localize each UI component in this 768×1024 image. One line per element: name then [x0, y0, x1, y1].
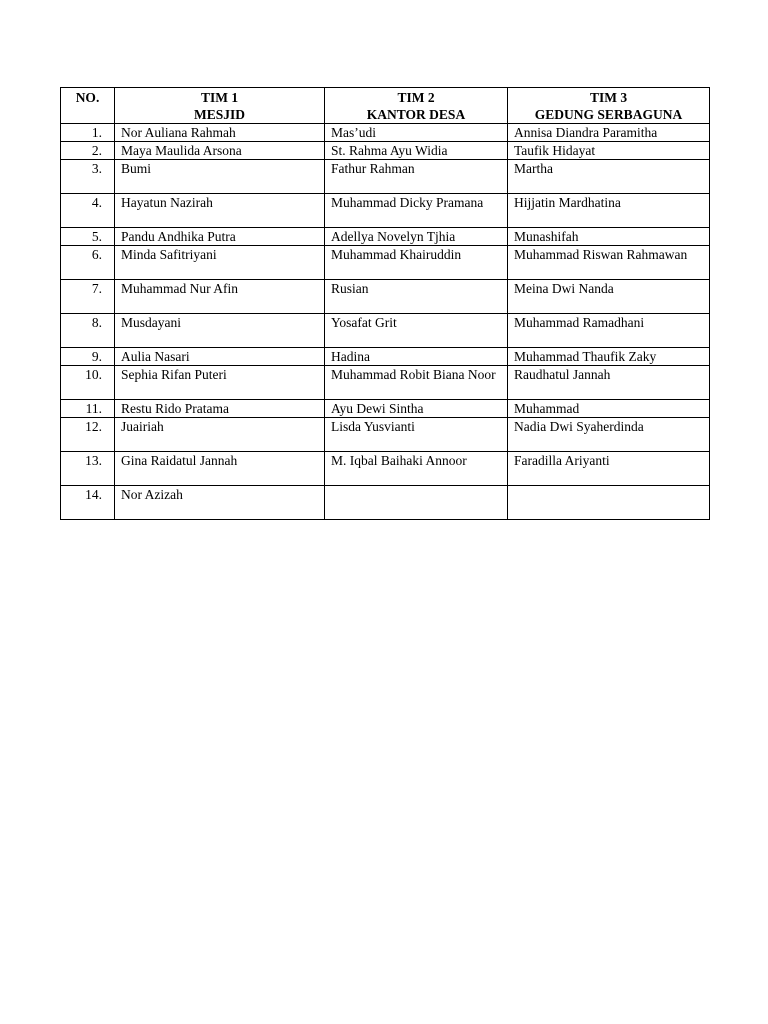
team-1-member: Muhammad Nur Afin [115, 280, 325, 314]
table-row [61, 452, 710, 486]
table-row [61, 418, 710, 452]
team-2-member: Fathur Rahman [325, 160, 508, 194]
row-number: 9. [61, 348, 115, 366]
team-2-member: M. Iqbal Baihaki Annoor [325, 452, 508, 486]
table-row [61, 314, 710, 348]
table-row [61, 142, 710, 160]
team-1-member: Minda Safitriyani [115, 246, 325, 280]
team-2-member: Muhammad Dicky Pramana [325, 194, 508, 228]
header-no: NO. [61, 88, 115, 124]
header-team-1-number: TIM 1 [200, 90, 239, 105]
team-2-member: Lisda Yusvianti [325, 418, 508, 452]
row-number: 11. [61, 400, 115, 418]
team-2-member: Muhammad Khairuddin [325, 246, 508, 280]
team-2-member: Muhammad Robit Biana Noor [325, 366, 508, 400]
team-2-member [325, 486, 508, 520]
header-team-2 [325, 88, 508, 124]
header-team-1-location: MESJID [193, 107, 245, 122]
team-2-member: Yosafat Grit [325, 314, 508, 348]
team-3-member: Nadia Dwi Syaherdinda [508, 418, 710, 452]
team-1-member: Gina Raidatul Jannah [115, 452, 325, 486]
team-3-member: Muhammad Thaufik Zaky [508, 348, 710, 366]
team-2-member: Hadina [325, 348, 508, 366]
row-number: 12. [61, 418, 115, 452]
row-number: 13. [61, 452, 115, 486]
team-3-member: Muhammad Riswan Rahmawan [508, 246, 710, 280]
team-3-member: Annisa Diandra Paramitha [508, 124, 710, 142]
row-number: 7. [61, 280, 115, 314]
team-2-member: Mas’udi [325, 124, 508, 142]
team-roster-table [60, 87, 710, 520]
row-number: 1. [61, 124, 115, 142]
team-2-member: St. Rahma Ayu Widia [325, 142, 508, 160]
table-row [61, 280, 710, 314]
team-1-member: Musdayani [115, 314, 325, 348]
table-row [61, 366, 710, 400]
table-row [61, 486, 710, 520]
team-3-member: Munashifah [508, 228, 710, 246]
table-row [61, 194, 710, 228]
table-row [61, 124, 710, 142]
team-1-member: Juairiah [115, 418, 325, 452]
header-team-2-location: KANTOR DESA [366, 107, 466, 122]
row-number: 6. [61, 246, 115, 280]
row-number: 8. [61, 314, 115, 348]
row-number: 14. [61, 486, 115, 520]
table-row [61, 160, 710, 194]
table-row [61, 246, 710, 280]
row-number: 5. [61, 228, 115, 246]
row-number: 3. [61, 160, 115, 194]
team-3-member: Meina Dwi Nanda [508, 280, 710, 314]
team-3-member: Hijjatin Mardhatina [508, 194, 710, 228]
header-team-3 [508, 88, 710, 124]
team-1-member: Maya Maulida Arsona [115, 142, 325, 160]
row-number: 10. [61, 366, 115, 400]
team-1-member: Aulia Nasari [115, 348, 325, 366]
team-1-member: Nor Auliana Rahmah [115, 124, 325, 142]
team-1-member: Restu Rido Pratama [115, 400, 325, 418]
team-1-member: Hayatun Nazirah [115, 194, 325, 228]
header-team-3-number: TIM 3 [589, 90, 628, 105]
header-team-2-number: TIM 2 [397, 90, 435, 105]
table-row [61, 228, 710, 246]
team-1-member: Pandu Andhika Putra [115, 228, 325, 246]
team-1-member: Sephia Rifan Puteri [115, 366, 325, 400]
team-2-member: Adellya Novelyn Tjhia [325, 228, 508, 246]
team-3-member: Martha [508, 160, 710, 194]
team-3-member: Faradilla Ariyanti [508, 452, 710, 486]
team-2-member: Rusian [325, 280, 508, 314]
team-3-member [508, 486, 710, 520]
header-team-1 [115, 88, 325, 124]
team-3-member: Raudhatul Jannah [508, 366, 710, 400]
team-2-member: Ayu Dewi Sintha [325, 400, 508, 418]
table-header-row [61, 88, 710, 124]
header-team-3-location: GEDUNG SERBAGUNA [534, 107, 683, 122]
table-row [61, 348, 710, 366]
team-3-member: Muhammad Ramadhani [508, 314, 710, 348]
row-number: 2. [61, 142, 115, 160]
team-1-member: Bumi [115, 160, 325, 194]
team-1-member: Nor Azizah [115, 486, 325, 520]
table-row [61, 400, 710, 418]
team-3-member: Taufik Hidayat [508, 142, 710, 160]
team-3-member: Muhammad [508, 400, 710, 418]
row-number: 4. [61, 194, 115, 228]
